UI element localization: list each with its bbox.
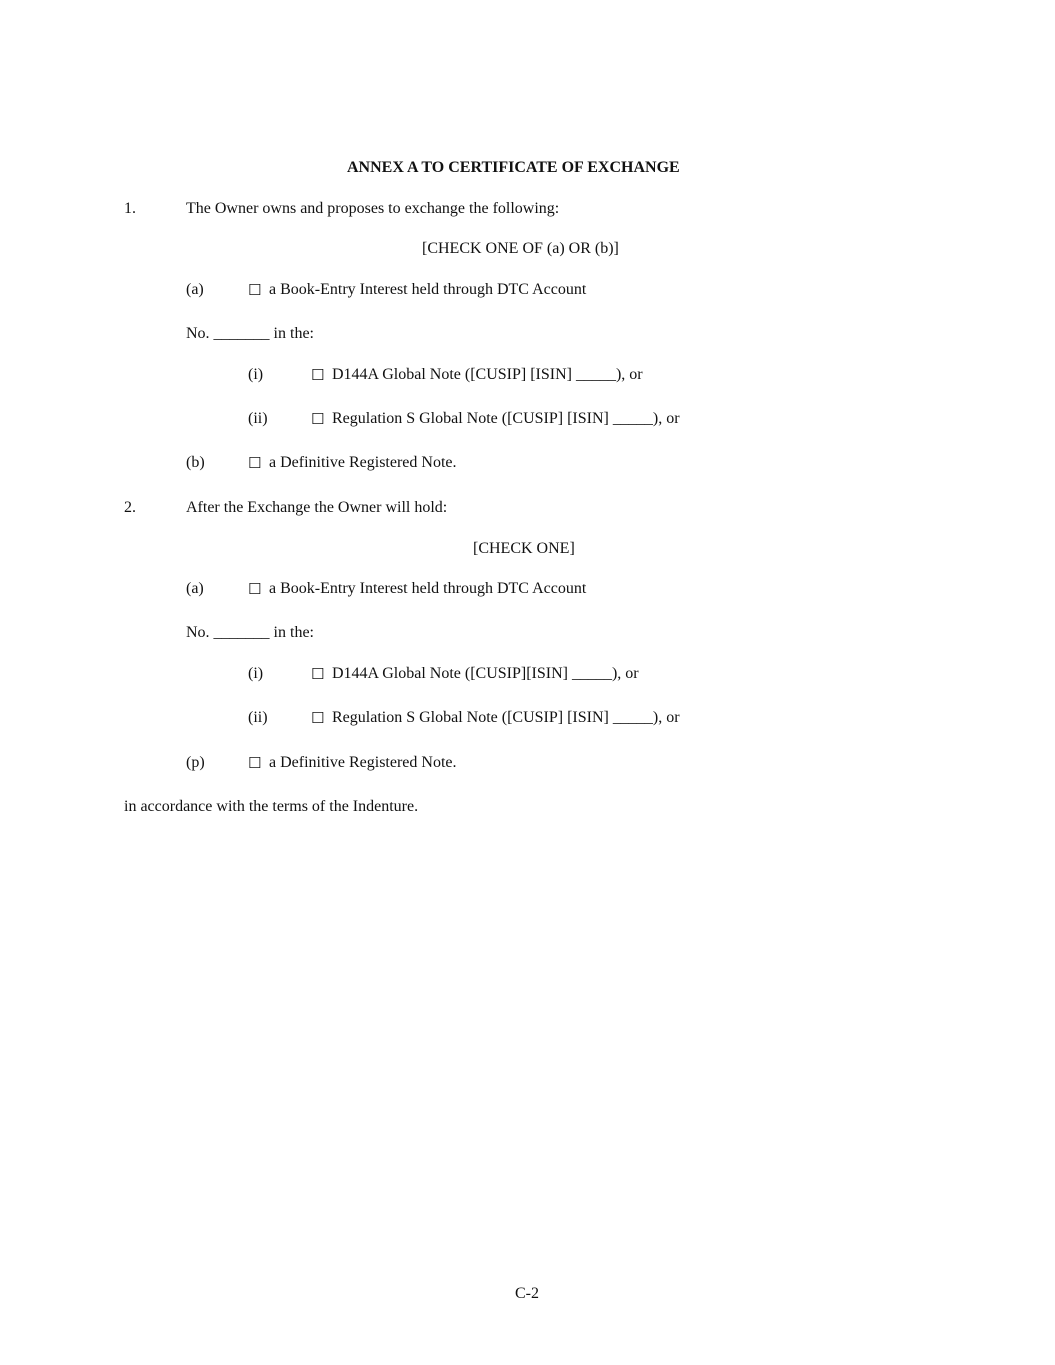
section-1-a-text: a Book-Entry Interest held through DTC Account — [269, 281, 587, 298]
section-1-instruction: [CHECK ONE OF (a) OR (b)] — [422, 240, 619, 257]
section-1-i-text: D144A Global Note ([CUSIP] [ISIN] _____), or — [332, 366, 643, 383]
section-2-ii-text: Regulation S Global Note ([CUSIP] [ISIN] _____), or — [332, 709, 680, 726]
checkbox-icon[interactable]: ☐ — [311, 366, 325, 384]
closing-text: in accordance with the terms of the Indenture. — [124, 798, 419, 815]
document-title: ANNEX A TO CERTIFICATE OF EXCHANGE — [347, 159, 680, 176]
checkbox-icon[interactable]: ☐ — [248, 580, 262, 598]
checkbox-icon[interactable]: ☐ — [248, 454, 262, 472]
section-1-ii-text: Regulation S Global Note ([CUSIP] [ISIN] _____), or — [332, 410, 680, 427]
section-1-ii-label: (ii) — [248, 410, 268, 427]
page-number: C-2 — [515, 1285, 539, 1302]
section-2-a-label: (a) — [186, 580, 204, 597]
section-2-text: After the Exchange the Owner will hold: — [186, 499, 448, 516]
section-1-i-label: (i) — [248, 366, 264, 383]
section-1-a-label: (a) — [186, 281, 204, 298]
checkbox-icon[interactable]: ☐ — [248, 281, 262, 299]
section-2-instruction: [CHECK ONE] — [473, 540, 575, 557]
checkbox-icon[interactable]: ☐ — [311, 665, 325, 683]
section-1-b-label: (b) — [186, 454, 205, 471]
section-1-b-text: a Definitive Registered Note. — [269, 454, 457, 471]
checkbox-icon[interactable]: ☐ — [311, 410, 325, 428]
section-1-text: The Owner owns and proposes to exchange the following: — [186, 200, 560, 217]
section-2-ii-label: (ii) — [248, 709, 268, 726]
section-2-a-text: a Book-Entry Interest held through DTC Account — [269, 580, 587, 597]
section-2-i-label: (i) — [248, 665, 264, 682]
section-2-number: 2. — [124, 499, 136, 516]
section-1-number: 1. — [124, 200, 136, 217]
section-1-account-number-line: No. _______ in the: — [186, 325, 314, 342]
checkbox-icon[interactable]: ☐ — [248, 754, 262, 772]
section-2-i-text: D144A Global Note ([CUSIP][ISIN] _____), or — [332, 665, 639, 682]
section-2-account-number-line: No. _______ in the: — [186, 624, 314, 641]
checkbox-icon[interactable]: ☐ — [311, 709, 325, 727]
section-2-p-text: a Definitive Registered Note. — [269, 754, 457, 771]
section-2-p-label: (p) — [186, 754, 205, 771]
